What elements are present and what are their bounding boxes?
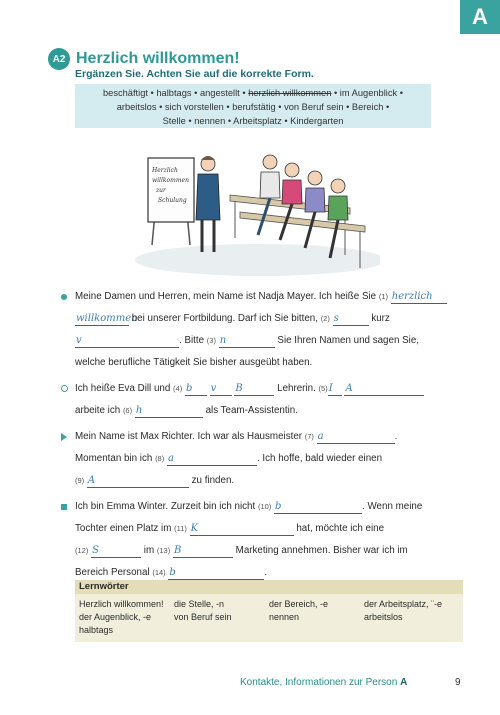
line <box>75 448 465 470</box>
answer-blank[interactable]: v <box>75 335 179 348</box>
text: Momentan bin ich <box>75 453 156 464</box>
answer-blank[interactable]: B <box>173 545 233 558</box>
answer-blank[interactable]: A <box>87 475 189 488</box>
text: als Team-Assistentin. <box>202 405 298 416</box>
svg-text:zur: zur <box>156 187 166 194</box>
page-footer <box>240 677 407 688</box>
text: hat, möchte ich eine <box>293 523 385 534</box>
vocab-entry: von Beruf sein <box>174 612 232 622</box>
svg-text:willkommen: willkommen <box>152 177 189 184</box>
text: Tochter einen Platz im <box>75 523 175 534</box>
vocab-column-2 <box>174 598 269 637</box>
section-header <box>48 48 240 70</box>
text: zu finden. <box>188 475 235 486</box>
footer-chapter-letter: A <box>400 677 408 688</box>
answer-blank[interactable]: I <box>328 383 342 396</box>
vocab-entry: der Arbeitsplatz, ¨-e <box>364 599 443 609</box>
text: bei unserer Fortbildung. Darf ich Sie bitten, <box>129 313 321 324</box>
line <box>75 330 465 352</box>
vocab-entry: arbeitslos <box>364 612 403 622</box>
text: kurz <box>368 313 390 324</box>
gap-number: (11) <box>174 524 187 533</box>
speaker-triangle-marker <box>61 433 67 441</box>
text: Sie Ihren Namen und sagen Sie, <box>274 335 420 346</box>
footer-text: Kontakte, Informationen zur Person <box>240 677 401 688</box>
vocab-entry: der Bereich, -e <box>269 599 329 609</box>
word-box-text: beschäftigt • halbtags • angestellt • <box>103 88 249 98</box>
line <box>75 308 465 330</box>
speaker-dot-marker <box>61 294 67 300</box>
line <box>75 518 465 540</box>
speaker-2 <box>75 378 465 422</box>
gap-number: (8) <box>155 454 165 463</box>
answer-blank[interactable]: herzlich <box>391 291 447 304</box>
flipchart-image <box>148 158 194 245</box>
word-box <box>75 84 431 128</box>
text: Lehrerin. <box>274 383 319 394</box>
vocabulary-heading: Lernwörter <box>75 580 463 594</box>
line <box>75 540 465 562</box>
text: Bereich Personal <box>75 567 153 578</box>
vocabulary-columns <box>75 594 463 637</box>
line <box>75 400 465 422</box>
text: Ich heiße Eva Dill und <box>75 383 174 394</box>
presenter-figure <box>196 156 220 252</box>
speaker-ring-marker <box>61 385 68 392</box>
word-box-line-3: Stelle • nennen • Arbeitsplatz • Kindergarten <box>162 116 344 126</box>
vocab-column-3 <box>269 598 364 637</box>
gap-number: (9) <box>75 476 85 485</box>
answer-blank[interactable]: b <box>168 567 264 580</box>
vocab-column-4 <box>364 598 459 637</box>
text: . Ich hoffe, bald wieder einen <box>256 453 383 464</box>
answer-blank[interactable]: b <box>185 383 207 396</box>
page-number: 9 <box>455 677 461 688</box>
gap-number: (1) <box>378 292 389 301</box>
text: Ich bin Emma Winter. Zurzeit bin ich nicht <box>75 501 258 512</box>
vocab-entry: der Augenblick, -e <box>79 612 152 622</box>
answer-blank[interactable]: v <box>210 383 232 396</box>
vocabulary-box <box>75 580 463 642</box>
speaker-square-marker <box>61 504 67 510</box>
gap-number: (10) <box>257 502 272 511</box>
answer-blank[interactable]: B <box>234 383 274 396</box>
gap-number: (12) <box>75 546 89 555</box>
vocab-entry: die Stelle, -n <box>174 599 225 609</box>
word-box-line-1 <box>75 86 431 100</box>
text: . <box>394 431 398 442</box>
answer-blank[interactable]: S <box>91 545 141 558</box>
text: Marketing annehmen. Bisher war ich im <box>232 545 408 556</box>
section-title: Herzlich willkommen! <box>76 50 240 67</box>
text: . Bitte <box>179 335 207 346</box>
answer-blank[interactable]: K <box>190 523 294 536</box>
text: Meine Damen und Herren, mein Name ist Nadja Mayer. Ich heiße Sie <box>75 291 379 302</box>
answer-blank[interactable]: n <box>219 335 275 348</box>
section-badge: A2 <box>48 48 70 70</box>
used-word: herzlich willkommen <box>248 88 332 98</box>
speaker-4 <box>75 496 465 584</box>
gap-number: (5) <box>318 384 328 393</box>
line <box>75 426 465 448</box>
svg-text:Herzlich: Herzlich <box>152 167 178 174</box>
exercise-text <box>75 286 465 584</box>
line <box>75 378 465 400</box>
answer-blank[interactable]: b <box>274 501 362 514</box>
word-box-line-2: arbeitslos • sich vorstellen • berufstätig • von Beruf sein • Bereich • <box>116 102 390 112</box>
text: Mein Name ist Max Richter. Ich war als Hausmeister <box>75 431 305 442</box>
line <box>75 286 465 308</box>
word-box-text: • im Augenblick • <box>331 88 403 98</box>
speaker-1 <box>75 286 465 374</box>
chapter-tab: A <box>460 0 500 34</box>
answer-blank[interactable]: s <box>333 313 369 326</box>
answer-blank[interactable]: willkommen <box>76 313 138 324</box>
vocab-entry: nennen <box>269 612 300 622</box>
gap-number: (6) <box>122 406 133 415</box>
text: . <box>264 567 268 578</box>
answer-blank[interactable]: h <box>135 405 203 418</box>
svg-text:Schulung: Schulung <box>158 197 187 204</box>
text: im <box>141 545 157 556</box>
vocab-entry: halbtags <box>79 625 114 635</box>
text: arbeite ich <box>75 405 123 416</box>
gap-number: (4) <box>173 384 183 393</box>
answer-blank[interactable]: A <box>344 383 424 396</box>
vocab-column-1 <box>79 598 174 637</box>
gap-number: (7) <box>304 432 314 441</box>
text: . Wenn meine <box>362 501 423 512</box>
instruction: Ergänzen Sie. Achten Sie auf die korrekte Form. <box>75 68 314 80</box>
line: welche berufliche Tätigkeit Sie bisher ausgeübt haben. <box>75 357 313 368</box>
gap-number: (2) <box>320 314 330 323</box>
speaker-3 <box>75 426 465 492</box>
gap-number: (13) <box>156 546 171 555</box>
vocab-entry: Herzlich willkommen! <box>79 599 164 609</box>
seminar-illustration <box>120 140 380 280</box>
gap-number: (3) <box>206 336 216 345</box>
answer-blank[interactable]: a <box>167 453 257 466</box>
line <box>75 496 465 518</box>
answer-blank[interactable]: a <box>317 431 395 444</box>
gap-number: (14) <box>152 568 166 577</box>
line <box>75 470 465 492</box>
